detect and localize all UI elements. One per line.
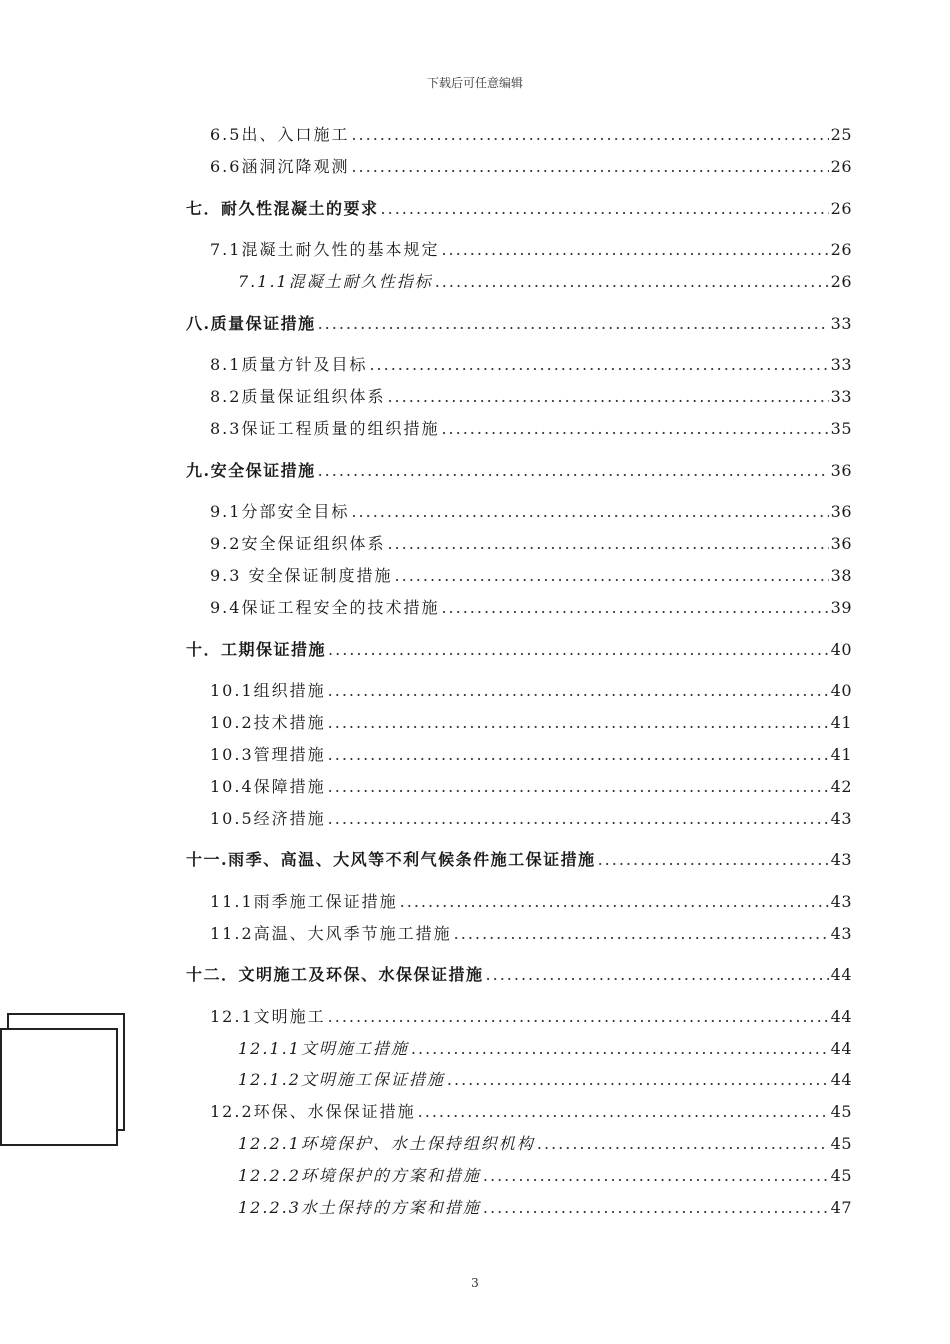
toc-entry-page: 25: [830, 125, 852, 144]
toc-entry-page: 36: [830, 534, 852, 553]
toc-entry-page: 44: [830, 1007, 852, 1026]
toc-entry[interactable]: [210, 677, 852, 701]
dot-leader: [447, 1070, 829, 1090]
toc-subentry[interactable]: [238, 1066, 852, 1090]
dot-leader: [598, 850, 829, 870]
toc-entry-title: 10.3管理措施: [210, 745, 326, 764]
toc-entry-title: 11.1雨季施工保证措施: [210, 892, 398, 911]
toc-entry-page: 33: [830, 314, 852, 333]
dot-leader: [328, 1007, 829, 1027]
toc-chapter-title: 十一.雨季、高温、大风等不利气候条件施工保证措施: [186, 850, 596, 869]
toc-entry-title: 10.5经济措施: [210, 809, 326, 828]
dot-leader: [369, 355, 828, 375]
toc-entry-page: 39: [830, 598, 852, 617]
toc-entry-page: 38: [830, 566, 852, 585]
toc-entry-page: 26: [830, 157, 852, 176]
dot-leader: [328, 681, 829, 701]
toc-entry-title: 9.1分部安全目标: [210, 502, 350, 521]
dot-leader: [328, 713, 829, 733]
toc-entry-title: 12.2.2环境保护的方案和措施: [238, 1166, 481, 1185]
toc-entry-title: 12.2.3水土保持的方案和措施: [238, 1198, 481, 1217]
toc-entry-page: 43: [830, 892, 852, 911]
toc-entry-title: 9.4保证工程安全的技术措施: [210, 598, 440, 617]
toc-entry-title: 12.2环保、水保保证措施: [210, 1102, 416, 1121]
toc-entry[interactable]: [210, 1003, 852, 1027]
toc-entry-page: 36: [830, 502, 852, 521]
toc-entry-page: 44: [830, 1039, 852, 1058]
toc-entry-page: 41: [830, 713, 852, 732]
toc-entry[interactable]: [210, 562, 852, 586]
dot-leader: [351, 157, 828, 177]
page-number: 3: [471, 1276, 479, 1290]
toc-chapter[interactable]: [186, 961, 852, 985]
dot-leader: [411, 1039, 829, 1059]
toc-entry-page: 35: [830, 419, 852, 438]
dot-leader: [318, 461, 829, 481]
toc-entry[interactable]: [210, 383, 852, 407]
toc-entry-page: 44: [830, 965, 852, 984]
toc-chapter-title: 十．工期保证措施: [186, 640, 327, 659]
dot-leader: [486, 965, 829, 985]
toc-chapter-title: 九.安全保证措施: [186, 461, 316, 480]
dot-leader: [441, 240, 828, 260]
toc-entry-page: 33: [830, 387, 852, 406]
dot-leader: [400, 892, 829, 912]
toc-subentry[interactable]: [238, 268, 852, 292]
toc-entry-page: 40: [830, 640, 852, 659]
toc-entry[interactable]: [210, 709, 852, 733]
toc-entry-title: 10.2技术措施: [210, 713, 326, 732]
dot-leader: [387, 387, 828, 407]
dot-leader: [537, 1134, 829, 1154]
dot-leader: [483, 1166, 829, 1186]
toc-chapter[interactable]: [186, 195, 852, 219]
toc-entry[interactable]: [210, 773, 852, 797]
dot-leader: [381, 199, 829, 219]
toc-chapter[interactable]: [186, 636, 852, 660]
dot-leader: [318, 314, 829, 334]
toc-entry[interactable]: [210, 805, 852, 829]
toc-entry-page: 33: [830, 355, 852, 374]
toc-chapter[interactable]: [186, 846, 852, 870]
dot-leader: [351, 125, 828, 145]
toc-entry-page: 41: [830, 745, 852, 764]
toc-entry[interactable]: [210, 888, 852, 912]
toc-entry-title: 7.1.1混凝土耐久性指标: [238, 272, 433, 291]
toc-entry-page: 44: [830, 1070, 852, 1089]
toc-entry[interactable]: [210, 741, 852, 765]
dot-leader: [387, 534, 828, 554]
toc-entry-title: 11.2高温、大风季节施工措施: [210, 924, 452, 943]
dot-leader: [328, 777, 829, 797]
toc-entry-title: 6.5出、入口施工: [210, 125, 350, 144]
toc-entry-page: 26: [830, 199, 852, 218]
toc-entry-title: 9.3 安全保证制度措施: [210, 566, 393, 585]
dot-leader: [441, 419, 828, 439]
toc-entry-title: 7.1混凝土耐久性的基本规定: [210, 240, 440, 259]
stacked-page-front: [0, 1028, 118, 1146]
dot-leader: [435, 272, 829, 292]
dot-leader: [483, 1198, 829, 1218]
dot-leader: [441, 598, 828, 618]
toc-entry[interactable]: [210, 236, 852, 260]
toc-entry-page: 45: [830, 1102, 852, 1121]
toc-entry-title: 12.1.2文明施工保证措施: [238, 1070, 445, 1089]
toc-entry-page: 26: [830, 272, 852, 291]
dot-leader: [395, 566, 829, 586]
toc-entry-title: 12.1.1文明施工措施: [238, 1039, 409, 1058]
toc-chapter[interactable]: [186, 310, 852, 334]
toc-entry-title: 10.4保障措施: [210, 777, 326, 796]
toc-entry-title: 8.2质量保证组织体系: [210, 387, 386, 406]
dot-leader: [454, 924, 829, 944]
toc-entry-page: 45: [830, 1166, 852, 1185]
toc-entry[interactable]: [210, 530, 852, 554]
dot-leader: [351, 502, 828, 522]
toc-entry[interactable]: [210, 351, 852, 375]
toc-entry-page: 43: [830, 850, 852, 869]
toc-entry[interactable]: [210, 594, 852, 618]
toc-entry-page: 36: [830, 461, 852, 480]
toc-entry-title: 9.2安全保证组织体系: [210, 534, 386, 553]
toc-chapter-title: 七．耐久性混凝土的要求: [186, 199, 379, 218]
toc-subentry[interactable]: [238, 1194, 852, 1218]
toc-entry[interactable]: [210, 153, 852, 177]
toc-entry-title: 8.3保证工程质量的组织措施: [210, 419, 440, 438]
toc-subentry[interactable]: [238, 1162, 852, 1186]
toc-entry-page: 40: [830, 681, 852, 700]
toc-entry[interactable]: [210, 121, 852, 145]
toc-chapter[interactable]: [186, 457, 852, 481]
toc-entry[interactable]: [210, 1098, 852, 1122]
toc-entry[interactable]: [210, 498, 852, 522]
dot-leader: [418, 1102, 829, 1122]
toc-subentry[interactable]: [238, 1035, 852, 1059]
toc-entry-page: 42: [830, 777, 852, 796]
toc-entry-page: 26: [830, 240, 852, 259]
toc-chapter-title: 八.质量保证措施: [186, 314, 316, 333]
dot-leader: [328, 745, 829, 765]
toc-entry-title: 6.6涵洞沉降观测: [210, 157, 350, 176]
toc-entry[interactable]: [210, 920, 852, 944]
toc-entry[interactable]: [210, 415, 852, 439]
toc-subentry[interactable]: [238, 1130, 852, 1154]
dot-leader: [328, 809, 829, 829]
toc-entry-page: 43: [830, 809, 852, 828]
page-header: 下载后可任意编辑: [426, 76, 523, 90]
toc-entry-title: 12.2.1环境保护、水土保持组织机构: [238, 1134, 535, 1153]
toc-chapter-title: 十二．文明施工及环保、水保保证措施: [186, 965, 484, 984]
toc-entry-title: 10.1组织措施: [210, 681, 326, 700]
toc-entry-title: 12.1文明施工: [210, 1007, 326, 1026]
toc-entry-page: 43: [830, 924, 852, 943]
toc-entry-page: 45: [830, 1134, 852, 1153]
dot-leader: [328, 640, 829, 660]
toc-entry-title: 8.1质量方针及目标: [210, 355, 368, 374]
toc-entry-page: 47: [830, 1198, 852, 1217]
